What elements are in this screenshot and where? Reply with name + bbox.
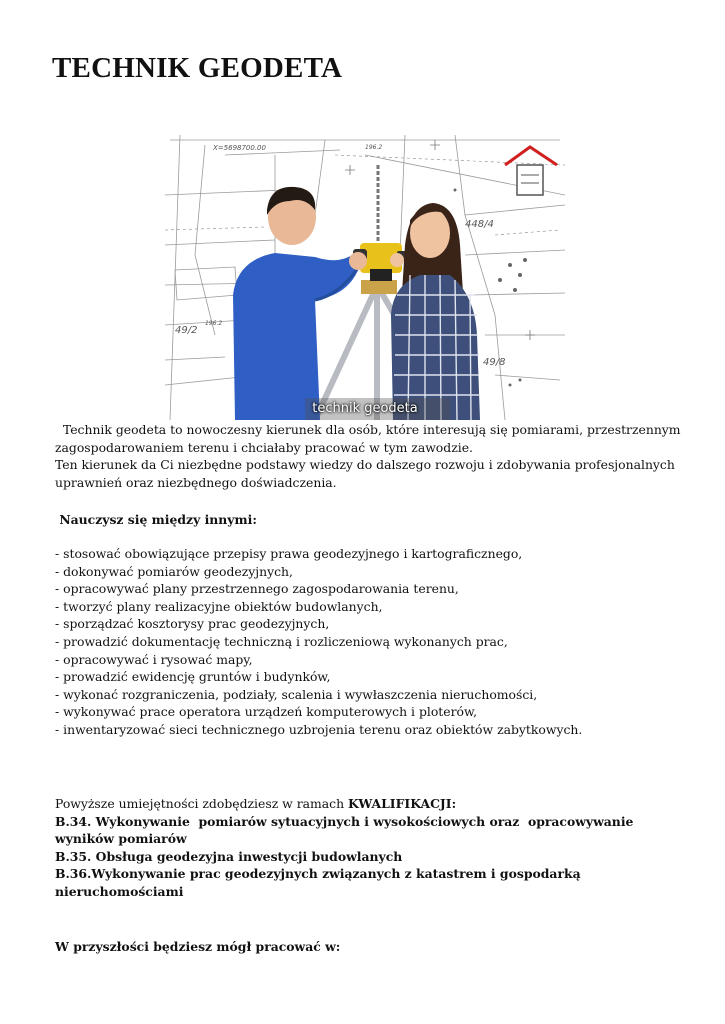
intro-paragraph-2: Ten kierunek da Ci niezbędne podstawy wiedzy do dalszego rozwoju i zdobywania profesjonalnych uprawnień oraz niezbędnego doświadczenia.	[55, 457, 675, 490]
future-heading: W przyszłości będziesz mógł pracować w:	[55, 939, 341, 954]
map-label-parcel-49-2: 49/2	[175, 325, 198, 336]
list-item: - tworzyć plany realizacyjne obiektów budowlanych,	[55, 598, 383, 614]
hero-illustration	[165, 135, 565, 420]
page-title: TECHNIK GEODETA	[52, 52, 343, 84]
qualification-b35: B.35. Obsługa geodezyjna inwestycji budowlanych	[55, 848, 403, 864]
qualification-lead-text: Powyższe umiejętności zdobędziesz w ramach	[55, 796, 349, 811]
qualification-lead-bold: KWALIFIKACJI:	[348, 796, 457, 811]
qualification-lead	[55, 795, 685, 813]
hero-caption: technik geodeta	[312, 401, 418, 416]
learn-list	[55, 545, 685, 739]
list-item: - stosować obowiązujące przepisy prawa geodezyjnego i kartograficznego,	[55, 546, 523, 561]
map-label-coordinate: X=5698700.00	[213, 144, 266, 152]
map-label-parcel-448: 448/4	[465, 219, 494, 230]
map-label-parcel-49-8: 49/8	[483, 357, 506, 368]
list-item: - opracowywać i rysować mapy,	[55, 651, 253, 667]
list-item: - opracowywać plany przestrzennego zagospodarowania terenu,	[55, 581, 459, 597]
surveyor-boy	[233, 187, 367, 420]
list-item: - sporządzać kosztorysy prac geodezyjnych,	[55, 616, 330, 632]
list-item: - dokonywać pomiarów geodezyjnych,	[55, 563, 293, 579]
list-item: - wykonać rozgraniczenia, podziały, scalenia i wywłaszczenia nieruchomości,	[55, 686, 538, 702]
school-logo	[505, 147, 557, 195]
surveyor-girl	[390, 203, 480, 420]
map-label-height-a: 196.2	[365, 144, 383, 151]
list-item: - prowadzić dokumentację techniczną i rozliczeniową wykonanych prac,	[55, 633, 508, 649]
learn-heading: Nauczysz się między innymi:	[55, 512, 257, 527]
map-label-height-b: 196.2	[205, 320, 223, 327]
list-item: - prowadzić ewidencję gruntów i budynków,	[55, 669, 331, 685]
list-item: - wykonywać prace operatora urządzeń komputerowych i ploterów,	[55, 704, 478, 720]
qualification-b34: B.34. Wykonywanie pomiarów sytuacyjnych i wysokościowych oraz opracowywanie wyników pomiarów	[55, 813, 638, 847]
list-item: - inwentaryzować sieci technicznego uzbrojenia terenu oraz obiektów zabytkowych.	[55, 721, 583, 737]
qualification-b36: B.36.Wykonywanie prac geodezyjnych związanych z katastrem i gospodarką nieruchomościami	[55, 866, 581, 899]
hero-image	[165, 135, 565, 420]
intro-section	[55, 421, 685, 491]
intro-paragraph-1: Technik geodeta to nowoczesny kierunek dla osób, które interesują się pomiarami, przestrzennym zagospodarowaniem terenu i chciałaby pracować w tym zawodzie.	[55, 422, 685, 455]
qualification-section	[55, 795, 685, 901]
